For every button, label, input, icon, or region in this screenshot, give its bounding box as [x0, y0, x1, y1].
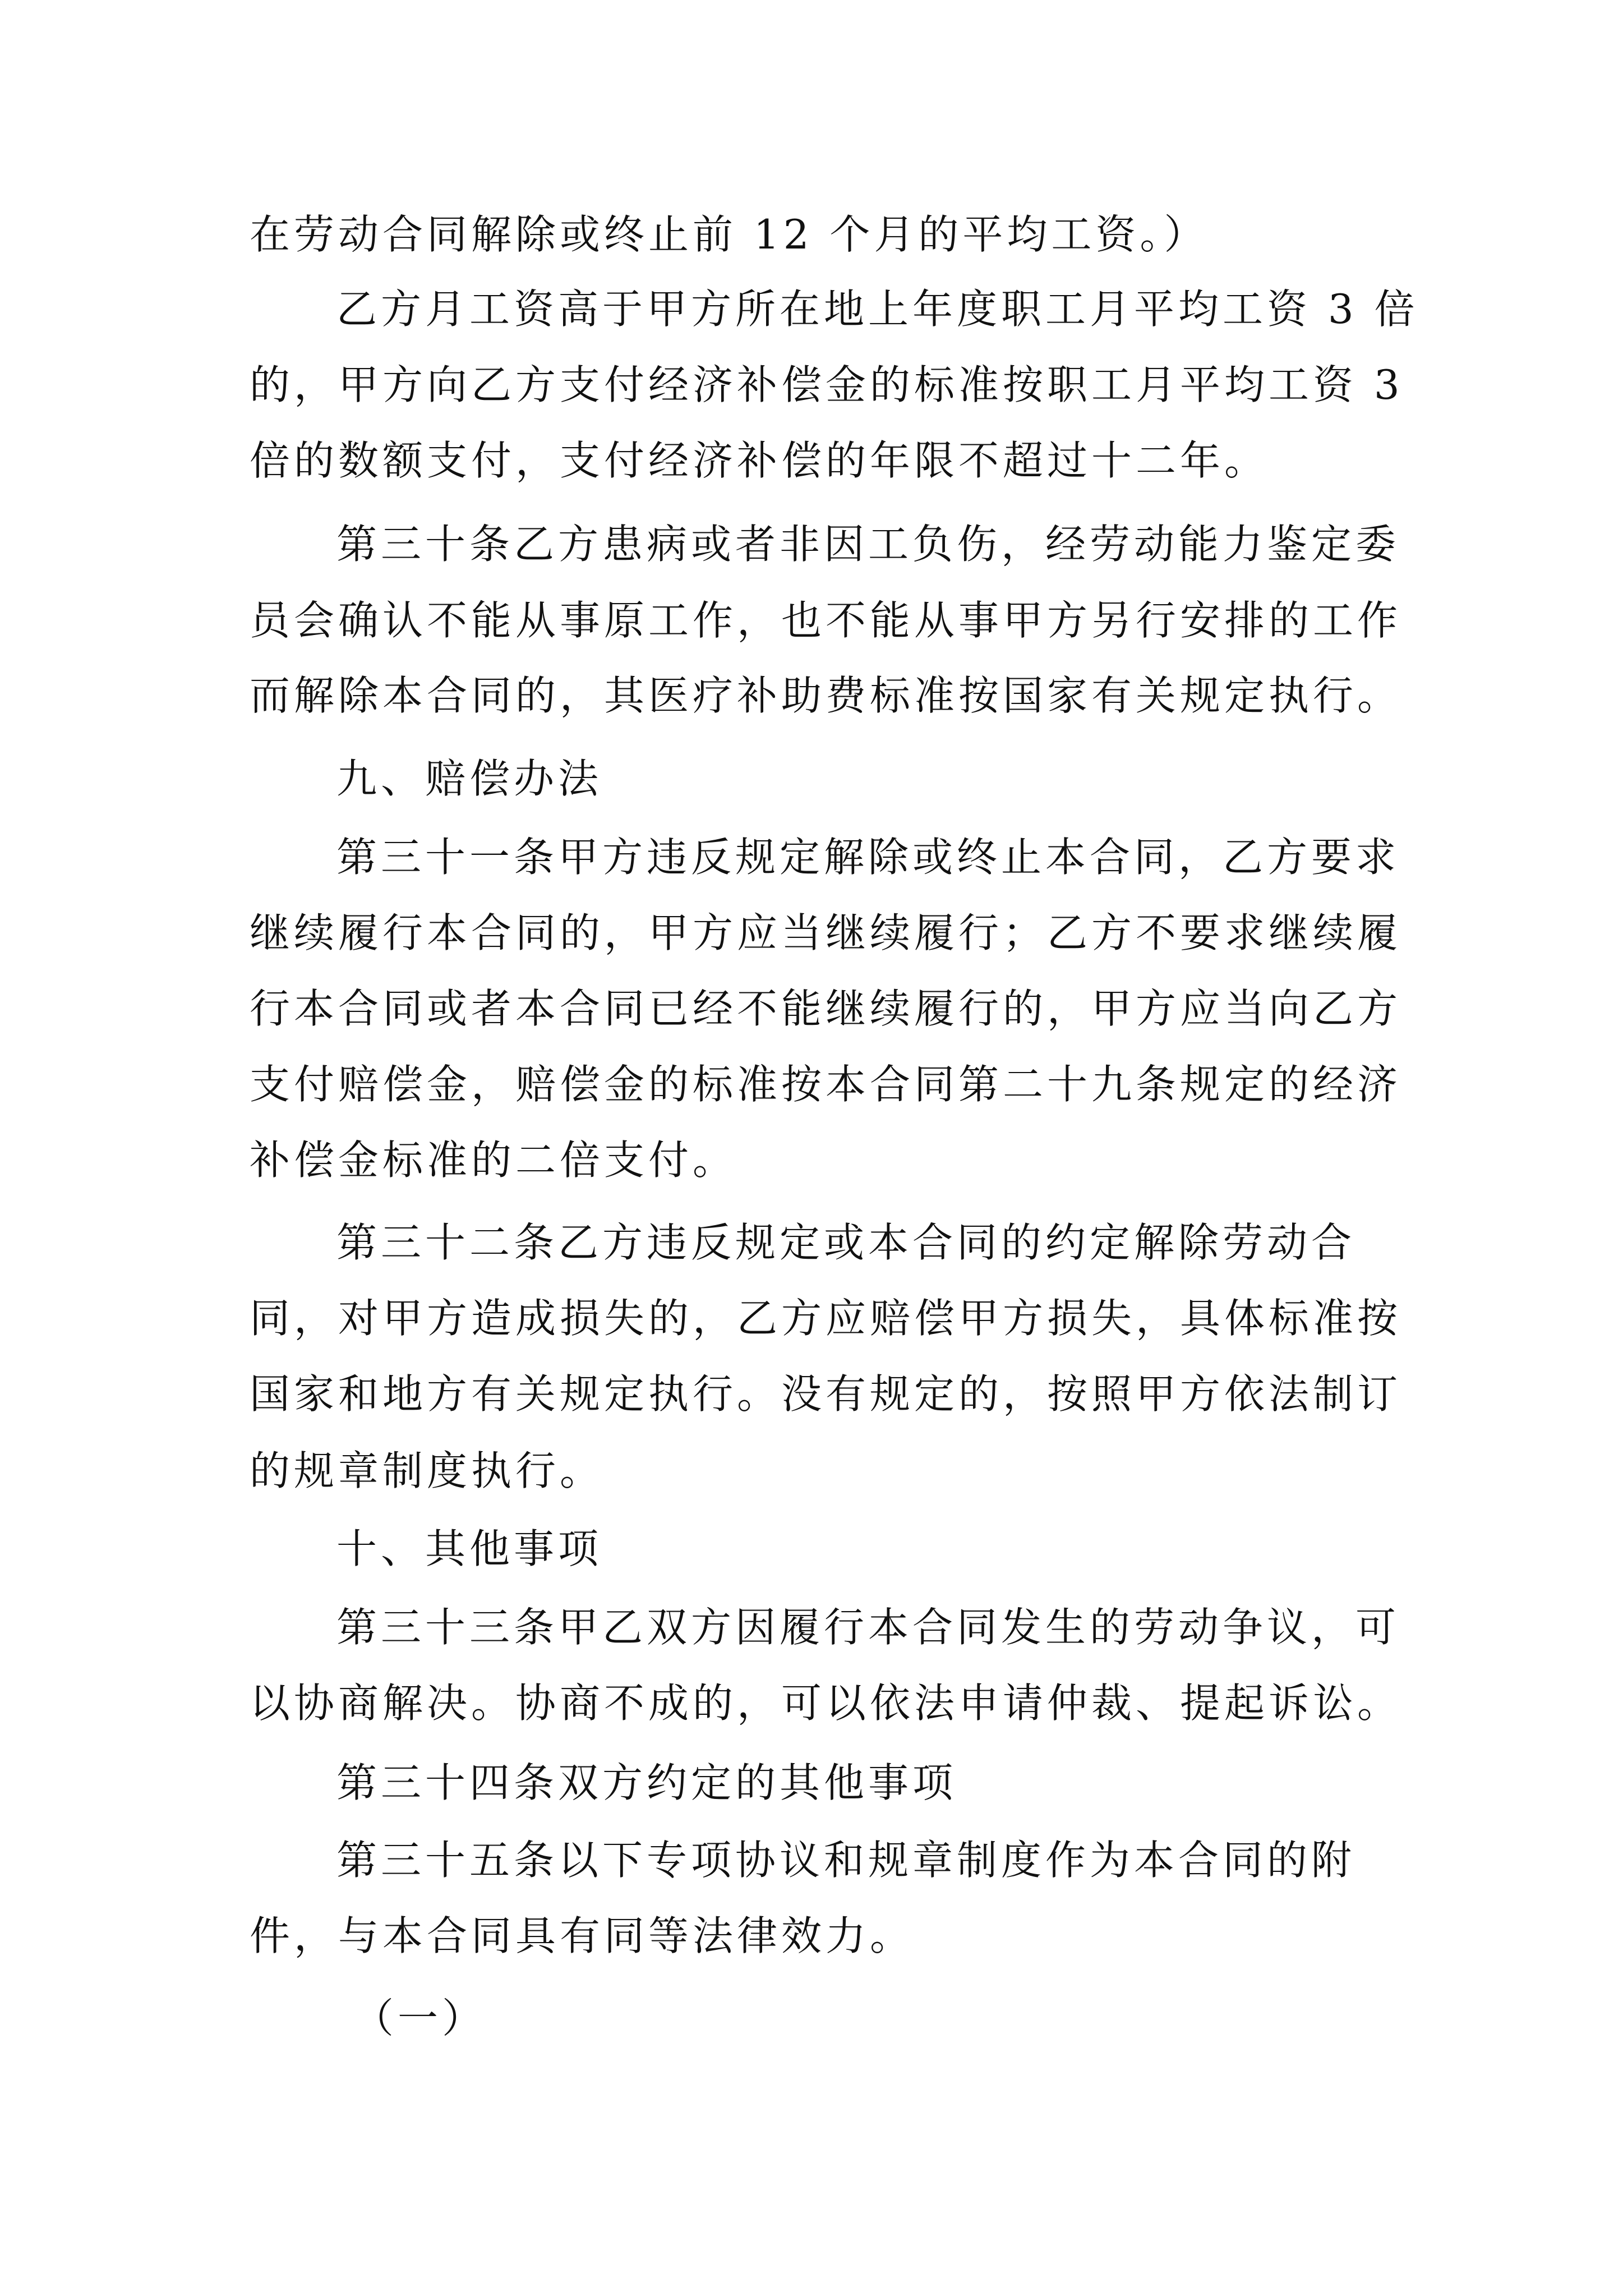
- text-line: 乙方月工资高于甲方所在地上年度职工月平均工资 3 倍: [336, 286, 1419, 333]
- text-line: 以协商解决。协商不成的，可以依法申请仲裁、提起诉讼。: [250, 1680, 1402, 1727]
- text-line: 倍的数额支付，支付经济补偿的年限不超过十二年。: [250, 437, 1269, 484]
- text-line: 件，与本合同具有同等法律效力。: [250, 1912, 915, 1959]
- list-marker: （一）: [353, 1995, 487, 2042]
- text-line: 第三十一条甲方违反规定解除或终止本合同，乙方要求: [336, 834, 1400, 881]
- text-line: 补偿金标准的二倍支付。: [250, 1137, 737, 1184]
- text-line: 支付赔偿金，赔偿金的标准按本合同第二十九条规定的经济: [250, 1061, 1402, 1108]
- text-line: 的，甲方向乙方支付经济补偿金的标准按职工月平均工资 3: [250, 361, 1404, 408]
- text-line: 同，对甲方造成损失的，乙方应赔偿甲方损失，具体标准按: [250, 1295, 1402, 1342]
- text-line: 在劳动合同解除或终止前 12 个月的平均工资。）: [250, 211, 1209, 258]
- section-heading: 九、赔偿办法: [336, 755, 603, 802]
- text-line: 国家和地方有关规定执行。没有规定的，按照甲方依法制订: [250, 1370, 1402, 1418]
- text-line: 第三十二条乙方违反规定或本合同的约定解除劳动合: [336, 1219, 1356, 1266]
- text-line: 而解除本合同的，其医疗补助费标准按国家有关规定执行。: [250, 672, 1402, 719]
- text-line: 第三十四条双方约定的其他事项: [336, 1759, 957, 1806]
- text-line: 第三十条乙方患病或者非因工负伤，经劳动能力鉴定委: [336, 521, 1400, 568]
- section-heading: 十、其他事项: [336, 1525, 603, 1572]
- text-line: 第三十五条以下专项协议和规章制度作为本合同的附: [336, 1837, 1356, 1884]
- text-line: 的规章制度执行。: [250, 1447, 605, 1494]
- text-line: 继续履行本合同的，甲方应当继续履行；乙方不要求继续履: [250, 909, 1402, 956]
- text-line: 行本合同或者本合同已经不能继续履行的，甲方应当向乙方: [250, 985, 1402, 1032]
- text-line: 第三十三条甲乙双方因履行本合同发生的劳动争议，可: [336, 1604, 1400, 1651]
- text-line: 员会确认不能从事原工作，也不能从事甲方另行安排的工作: [250, 597, 1402, 644]
